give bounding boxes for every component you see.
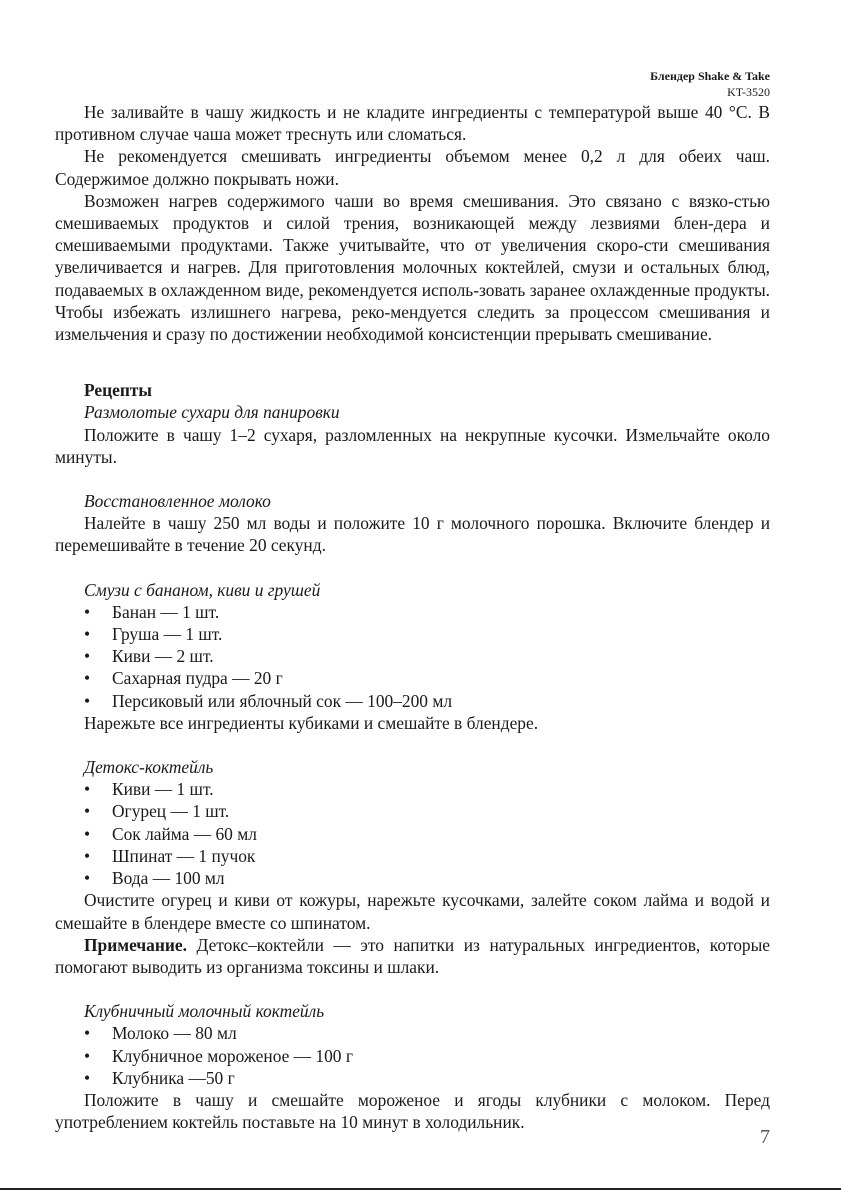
ingredient-text: Банан — 1 шт. (112, 601, 220, 622)
ingredient-text: Клубничное мороженое — 100 г (112, 1045, 353, 1066)
ingredient-item (55, 800, 770, 822)
ingredient-text: Киви — 1 шт. (112, 779, 214, 800)
bullet: • (84, 779, 91, 800)
bullet: • (84, 868, 91, 889)
recipe-text: Положите в чашу и смешайте мороженое и ягоды клубники с молоком. Перед употреблением коктейль поставьте на 10 минут в холодильник. (55, 1089, 770, 1133)
page-header (650, 68, 770, 100)
model-number: KT-3520 (727, 85, 770, 99)
bullet: • (84, 1045, 91, 1066)
note-paragraph (55, 934, 770, 978)
ingredient-item (55, 1022, 770, 1044)
recipe-text: Положите в чашу 1–2 сухаря, разломленных на некрупные кусочки. Измельчайте около минуты. (55, 424, 770, 467)
bullet: • (84, 601, 91, 622)
ingredient-text: Сахарная пудра — 20 г (112, 668, 283, 689)
ingredient-item (55, 667, 770, 689)
ingredient-list (55, 601, 770, 712)
bullet: • (84, 624, 91, 645)
bullet: • (84, 1023, 91, 1044)
ingredient-item (55, 645, 770, 667)
ingredient-item (55, 778, 770, 800)
recipes-heading: Рецепты (84, 380, 152, 401)
recipe-text: Налейте в чашу 250 мл воды и положите 10 г молочного порошка. Включите блендер и перемешивайте в течение 20 секунд. (55, 513, 770, 556)
ingredient-text: Огурец — 1 шт. (112, 801, 230, 822)
bullet: • (84, 845, 91, 866)
recipe-title: Детокс-коктейль (84, 757, 214, 778)
ingredient-text: Клубника —50 г (112, 1067, 235, 1088)
ingredient-list (55, 1022, 770, 1089)
ingredient-text: Молоко — 80 мл (112, 1023, 237, 1044)
ingredient-text: Персиковый или яблочный сок — 100–200 мл (112, 690, 453, 711)
ingredient-text: Вода — 100 мл (112, 868, 225, 889)
bullet: • (84, 646, 91, 667)
recipe-text: Очистите огурец и киви от кожуры, нарежьте кусочками, залейте соком лайма и водой и смешайте в блендере вместе со шпинатом. (55, 890, 770, 933)
product-title: Блендер Shake & Take (650, 69, 770, 83)
ingredient-item (55, 601, 770, 623)
bullet: • (84, 690, 91, 711)
page-bottom-rule (0, 1188, 841, 1190)
ingredient-item (55, 1045, 770, 1067)
intro-paragraph: Возможен нагрев содержимого чаши во время смешивания. Это связано с вязко-стью смешиваемых продуктов и силой трения, возникающей между лезвиями блен-дера и смешиваемыми продуктами. Также учитывайте, что от увеличения скоро-сти смешивания увеличивается и нагрев. Для приготовления молочных коктейлей, смузи и остальных блюд, подаваемых в охлажденном виде, рекомендуется исполь-зовать заранее охлажденные продукты. Чтобы избежать излишнего нагрева, реко-мендуется следить за процессом смешивания и измельчения и сразу по достижении необходимой консистенции прерывать смешивание. (55, 190, 770, 345)
recipe-title: Восстановленное молоко (84, 491, 271, 512)
bullet: • (84, 1067, 91, 1088)
intro-paragraph: Не заливайте в чашу жидкость и не кладите ингредиенты с температурой выше 40 °С. В противном случае чаша может треснуть или сломаться. (55, 102, 770, 145)
note-label: Примечание. (84, 934, 187, 955)
bullet: • (84, 801, 91, 822)
ingredient-text: Киви — 2 шт. (112, 646, 214, 667)
bullet: • (84, 668, 91, 689)
note-text: Детокс–коктейли — это напитки из натуральных ингредиентов, которые помогают выводить из организма токсины и шлаки. (55, 934, 770, 977)
ingredient-text: Шпинат — 1 пучок (112, 845, 256, 866)
document-body (55, 101, 770, 1133)
ingredient-item (55, 845, 770, 867)
recipe-title: Клубничный молочный коктейль (84, 1001, 325, 1022)
ingredient-text: Сок лайма — 60 мл (112, 823, 257, 844)
ingredient-item (55, 823, 770, 845)
recipe-text: Нарежьте все ингредиенты кубиками и смешайте в блендере. (84, 712, 539, 733)
ingredient-text: Груша — 1 шт. (112, 624, 223, 645)
ingredient-item (55, 867, 770, 889)
recipe-title: Размолотые сухари для панировки (84, 402, 340, 423)
recipe-title: Смузи с бананом, киви и грушей (84, 579, 321, 600)
ingredient-item (55, 690, 770, 712)
bullet: • (84, 823, 91, 844)
ingredient-item (55, 1067, 770, 1089)
page-number: 7 (760, 1126, 770, 1148)
intro-paragraph: Не рекомендуется смешивать ингредиенты объемом менее 0,2 л для обеих чаш. Содержимое должно покрывать ножи. (55, 146, 770, 189)
ingredient-list (55, 778, 770, 889)
ingredient-item (55, 623, 770, 645)
